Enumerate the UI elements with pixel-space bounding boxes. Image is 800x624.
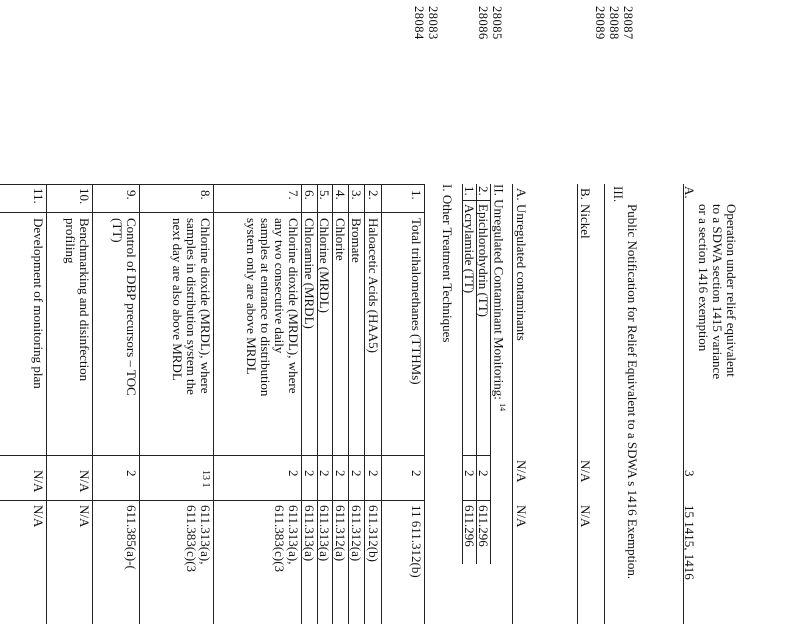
row-number: A.	[682, 186, 697, 199]
line-number: 28085	[490, 6, 504, 40]
frequency: 2	[409, 470, 424, 477]
citation: N/A	[514, 505, 529, 528]
row-number: 10.	[77, 188, 92, 205]
section-heading	[492, 184, 510, 411]
line-number: 28083	[426, 6, 440, 40]
citation: 611.312(b)	[366, 505, 381, 562]
section-number: III.	[611, 186, 626, 203]
contaminant-name: Acrylamide (TT)	[462, 204, 477, 294]
frequency: 3	[682, 470, 697, 477]
citation: 611.313(a)	[317, 505, 332, 562]
row-number: 1.	[462, 186, 477, 196]
contaminant-name: Bromate	[349, 218, 364, 263]
citation: N/A	[77, 505, 92, 528]
row-number: A.	[514, 188, 529, 201]
frequency: N/A	[578, 460, 593, 483]
citation: 611.296	[462, 505, 477, 547]
contaminant-name: Unregulated contaminants	[514, 204, 529, 341]
frequency: 2	[349, 470, 364, 477]
citation: 611.312(a)	[349, 505, 364, 562]
row-number: B.	[578, 188, 593, 200]
contaminant-name: Total trihalomethanes (TTHMs)	[409, 218, 424, 385]
section-heading: Public Notification for Relief Equivalent to a SDWA s 1416 Exemption.	[625, 204, 640, 580]
row-number: 5.	[317, 190, 332, 200]
citation: 611.312(a)	[333, 505, 348, 562]
frequency: 2	[124, 470, 139, 477]
frequency: N/A	[77, 470, 92, 493]
frequency: 2	[286, 470, 301, 477]
frequency: 13 1	[200, 470, 211, 488]
contaminant-name: Epichlorohydrin (TT)	[476, 204, 491, 317]
row-number: 1.	[409, 190, 424, 200]
row-number: 2.	[366, 190, 381, 200]
citation: 611.313(a)	[302, 505, 317, 562]
row-number: 11.	[31, 188, 46, 204]
contaminant-name: Development of monitoring plan	[31, 218, 46, 389]
frequency: 2	[302, 470, 317, 477]
contaminant-name: Chlorine (MRDL)	[317, 218, 332, 313]
frequency: 2	[366, 470, 381, 477]
citation: 11 611.312(b)	[409, 505, 424, 578]
citation: 15 1415, 1416	[682, 505, 697, 580]
line-number: 28089	[593, 6, 607, 40]
citation: 611.385(a)-(	[124, 505, 139, 570]
contaminant-name: Chlorine dioxide (MRDL), where any two consecutive daily samples at entrance to distribution system only are above MRDL	[244, 218, 301, 397]
contaminant-name: Nickel	[578, 204, 593, 239]
contaminant-name: Operation under relief equivalent to a SDWA section 1415 variance or a section 1416 exemption	[696, 204, 739, 380]
row-number: 7.	[286, 190, 301, 200]
citation: 611.296	[476, 505, 491, 547]
contaminant-name: Haloacetic Acids (HAA5)	[366, 218, 381, 354]
row-number: 2.	[476, 186, 491, 196]
citation: 611.313(a), 611.383(c)(3	[184, 505, 213, 573]
row-number: 3.	[349, 190, 364, 200]
frequency: 2	[476, 470, 491, 477]
line-number: 28087	[621, 6, 635, 40]
citation: 611.313(a), 611.383(c)(3	[272, 505, 301, 573]
contaminant-name: Chloramine (MRDL)	[302, 218, 317, 329]
frequency: 2	[317, 470, 332, 477]
line-number: 28084	[412, 6, 426, 40]
contaminant-name: Control of DBP precursors – TOC (TT)	[110, 218, 139, 396]
contaminant-name: Benchmarking and disinfection profiling	[63, 218, 92, 382]
frequency: 2	[462, 470, 477, 477]
line-number: 28088	[607, 6, 621, 40]
row-number: 8.	[198, 190, 213, 200]
frequency: N/A	[514, 460, 529, 483]
citation: N/A	[578, 505, 593, 528]
row-number: 6.	[302, 190, 317, 200]
contaminant-name: Chlorite	[333, 218, 348, 261]
row-number: 9.	[124, 190, 139, 200]
line-number: 28086	[476, 6, 490, 40]
frequency: N/A	[31, 470, 46, 493]
row-number: 4.	[333, 190, 348, 200]
citation: N/A	[31, 505, 46, 528]
frequency: 2	[333, 470, 348, 477]
section-heading: I. Other Treatment Techniques	[440, 184, 455, 343]
footnote-marker: 14	[498, 403, 507, 412]
heading-text: II. Unregulated Contaminant Monitoring:	[491, 184, 507, 400]
contaminant-name: Chlorine dioxide (MRDL), where samples in distribution system the next day are also above MRDL	[170, 218, 213, 395]
